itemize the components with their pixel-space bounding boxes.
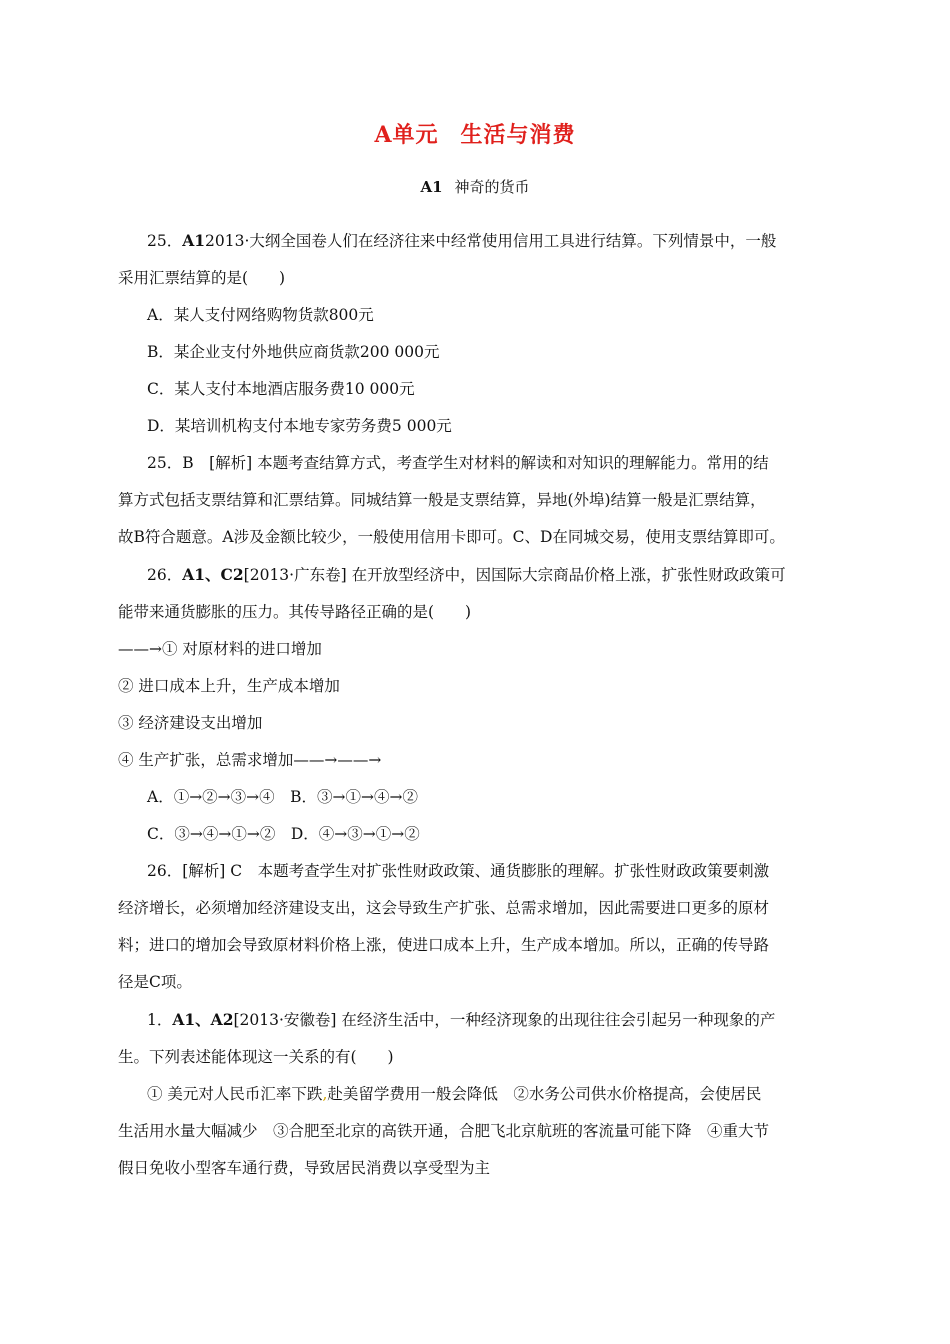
q1-statements-line3: 假日免收小型客车通行费，导致居民消费以享受型为主	[118, 1159, 491, 1177]
section-heading	[0, 176, 950, 197]
q26-stem-line2: 能带来通货膨胀的压力。其传导路径正确的是( )	[118, 603, 472, 621]
section-name: 神奇的货币	[454, 178, 530, 196]
q25-answer-line3: 故B符合题意。A涉及金额比较少，一般使用信用卡即可。C、D在同城交易，使用支票结算即可。	[118, 528, 785, 546]
q1-stem-line1: 1．A1、A2[2013·安徽卷] 在经济生活中，一种经济现象的出现往往会引起另一种现象的产	[147, 1010, 776, 1029]
q1-statements-line2: 生活用水量大幅减少 ③合肥至北京的高铁开通，合肥飞北京航班的客流量可能下降 ④重大节	[118, 1122, 770, 1140]
q26-stem-line1: 26．A1、C2[2013·广东卷] 在开放型经济中，因国际大宗商品价格上涨，扩张性财政政策可	[147, 565, 786, 584]
q25-option-d: D．某培训机构支付本地专家劳务费5 000元	[147, 417, 452, 435]
q26-item-1: ——→① 对原材料的进口增加	[118, 640, 322, 658]
q25-stem-line1: 25．A12013·大纲全国卷人们在经济往来中经常使用信用工具进行结算。下列情景中，一般	[147, 231, 777, 250]
q26-answer-line2: 经济增长，必须增加经济建设支出，这会导致生产扩张、总需求增加，因此需要进口更多的原材	[118, 899, 770, 917]
document-body	[118, 222, 834, 1187]
q26-item-4: ④ 生产扩张，总需求增加——→——→	[118, 751, 382, 769]
q26-item-3: ③ 经济建设支出增加	[118, 714, 263, 732]
q26-options-row1: A．①→②→③→④ B．③→①→④→②	[147, 788, 419, 806]
q26-item-2: ② 进口成本上升，生产成本增加	[118, 677, 340, 695]
q26-answer-line4: 径是C项。	[118, 973, 192, 991]
section-code: A1	[420, 178, 443, 196]
unit-title-name: 生活与消费	[460, 122, 576, 148]
q1-statements-line1: ① 美元对人民币汇率下跌,赴美留学费用一般会降低 ②水务公司供水价格提高，会使居民	[147, 1085, 762, 1103]
q26-answer-line1: 26．[解析] C 本题考查学生对扩张性财政政策、通货膨胀的理解。扩张性财政政策要刺激	[147, 862, 770, 880]
q25-stem-line2: 采用汇票结算的是( )	[118, 269, 286, 287]
q1-stem-line2: 生。下列表述能体现这一关系的有( )	[118, 1048, 394, 1066]
q26-options-row2: C．③→④→①→② D．④→③→①→②	[147, 825, 420, 843]
q26-answer-line3: 料；进口的增加会导致原材料价格上涨，使进口成本上升，生产成本增加。所以，正确的传导路	[118, 936, 770, 954]
q25-answer-line1: 25．B [解析] 本题考查结算方式，考查学生对材料的解读和对知识的理解能力。常用的结	[147, 454, 769, 472]
unit-title	[0, 118, 950, 149]
q25-option-a: A．某人支付网络购物货款800元	[147, 306, 374, 324]
q25-option-c: C．某人支付本地酒店服务费10 000元	[147, 380, 415, 398]
q25-option-b: B．某企业支付外地供应商货款200 000元	[147, 343, 440, 361]
unit-title-prefix: A单元	[374, 122, 439, 148]
q25-answer-line2: 算方式包括支票结算和汇票结算。同城结算一般是支票结算，异地(外埠)结算一般是汇票结算，	[118, 491, 766, 509]
